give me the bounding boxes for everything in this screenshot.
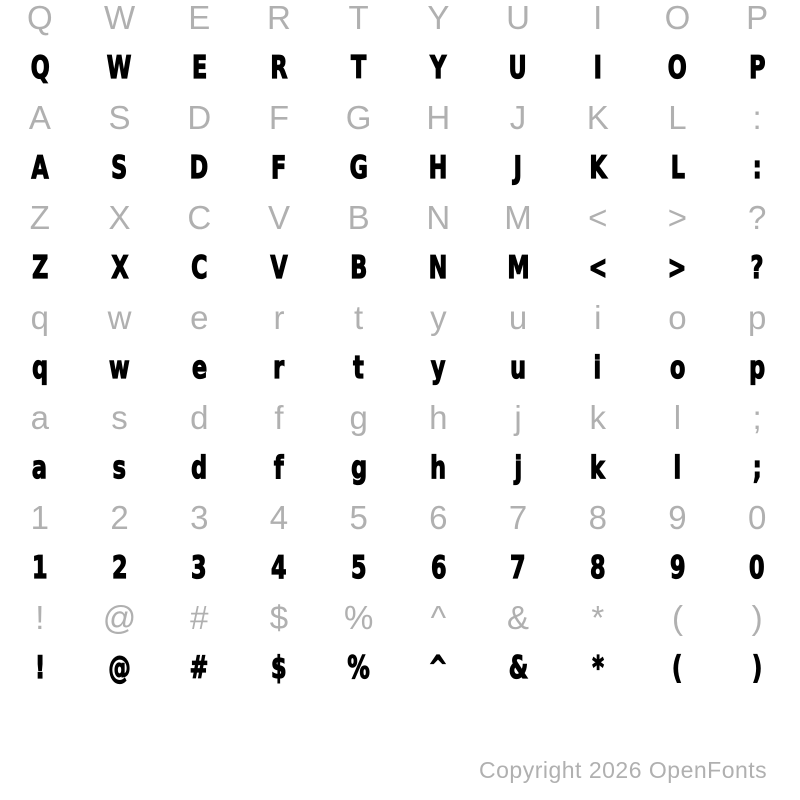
glyph-cell: [239, 93, 319, 143]
specimen-glyph: N: [428, 250, 448, 286]
glyph-cell: [319, 0, 399, 43]
glyph-cell: [478, 443, 558, 493]
reference-glyph: 9: [668, 499, 687, 536]
glyph-cell: [558, 43, 638, 93]
glyph-cell: [638, 493, 718, 543]
glyph-cell: [638, 243, 718, 293]
specimen-glyph: F: [271, 150, 287, 186]
specimen-glyph: r: [273, 350, 285, 386]
glyph-cell: [0, 93, 80, 143]
glyph-cell: [0, 143, 80, 193]
glyph-cell: [398, 343, 478, 393]
specimen-glyph: C: [191, 250, 208, 286]
glyph-cell: [558, 243, 638, 293]
glyph-cell: [159, 193, 239, 243]
reference-glyph: V: [267, 199, 290, 236]
glyph-cell: [239, 193, 319, 243]
reference-glyph: >: [667, 199, 688, 236]
specimen-glyph: Y: [430, 50, 447, 86]
reference-glyph: C: [187, 199, 212, 236]
specimen-glyph: a: [32, 450, 48, 486]
glyph-cell: [80, 193, 160, 243]
specimen-glyph: L: [670, 150, 685, 186]
reference-glyph: 1: [30, 499, 50, 536]
reference-row: [0, 0, 797, 43]
reference-glyph: W: [103, 0, 136, 36]
reference-glyph: 0: [747, 499, 767, 536]
specimen-glyph: 1: [32, 550, 48, 586]
glyph-cell: [558, 193, 638, 243]
specimen-glyph: y: [431, 350, 446, 386]
glyph-cell: [717, 243, 797, 293]
specimen-glyph: &: [508, 650, 528, 686]
glyph-cell: [398, 243, 478, 293]
specimen-glyph: e: [191, 350, 207, 386]
glyph-cell: [478, 343, 558, 393]
reference-glyph: w: [107, 299, 132, 336]
reference-glyph: d: [190, 399, 209, 436]
glyph-cell: [717, 143, 797, 193]
specimen-glyph: V: [270, 250, 288, 286]
glyph-cell: [478, 543, 558, 593]
glyph-cell: [239, 293, 319, 343]
glyph-cell: [398, 493, 478, 543]
reference-glyph: 5: [349, 499, 368, 536]
glyph-cell: [80, 543, 160, 593]
glyph-cell: [638, 343, 718, 393]
specimen-glyph: R: [270, 50, 288, 86]
reference-glyph: ?: [747, 199, 767, 236]
glyph-cell: [80, 493, 160, 543]
specimen-glyph: O: [667, 50, 687, 86]
specimen-glyph: p: [749, 350, 766, 386]
glyph-cell: [717, 393, 797, 443]
reference-glyph: Y: [427, 0, 450, 36]
reference-glyph: i: [594, 299, 602, 336]
glyph-cell: [80, 443, 160, 493]
glyph-cell: [398, 143, 478, 193]
glyph-cell: [398, 543, 478, 593]
glyph-cell: [558, 0, 638, 43]
reference-glyph: :: [752, 99, 762, 136]
reference-glyph: ;: [752, 399, 762, 436]
glyph-cell: [478, 393, 558, 443]
specimen-glyph: t: [353, 350, 364, 386]
glyph-cell: [0, 643, 80, 693]
glyph-cell: [319, 643, 399, 693]
glyph-cell: [638, 143, 718, 193]
reference-glyph: t: [354, 299, 364, 336]
specimen-glyph: T: [351, 50, 367, 86]
specimen-glyph: o: [669, 350, 686, 386]
glyph-cell: [159, 143, 239, 193]
glyph-cell: [717, 193, 797, 243]
specimen-glyph: <: [588, 250, 608, 286]
glyph-cell: [239, 0, 319, 43]
glyph-cell: [558, 493, 638, 543]
specimen-glyph: j: [514, 450, 522, 486]
glyph-cell: [239, 643, 319, 693]
glyph-cell: [80, 143, 160, 193]
reference-glyph: D: [187, 99, 212, 136]
glyph-cell: [478, 293, 558, 343]
specimen-glyph: g: [350, 450, 367, 486]
glyph-cell: [80, 343, 160, 393]
glyph-cell: [638, 43, 718, 93]
specimen-row: [0, 343, 797, 393]
glyph-cell: [319, 43, 399, 93]
glyph-cell: [0, 193, 80, 243]
glyph-cell: [478, 593, 558, 643]
reference-glyph: 7: [508, 499, 528, 536]
glyph-cell: [159, 593, 239, 643]
reference-row: [0, 493, 797, 543]
specimen-row: [0, 443, 797, 493]
reference-glyph: A: [28, 99, 51, 136]
reference-glyph: <: [588, 199, 608, 236]
reference-glyph: &: [507, 599, 530, 636]
glyph-cell: [0, 493, 80, 543]
reference-glyph: I: [593, 0, 603, 36]
glyph-cell: [319, 543, 399, 593]
reference-glyph: Q: [27, 0, 53, 36]
specimen-glyph: (: [672, 650, 683, 686]
glyph-cell: [638, 193, 718, 243]
glyph-cell: [717, 93, 797, 143]
glyph-cell: [717, 43, 797, 93]
reference-glyph: G: [345, 99, 372, 136]
reference-glyph: L: [668, 99, 687, 136]
glyph-cell: [558, 293, 638, 343]
glyph-cell: [558, 393, 638, 443]
glyph-cell: [717, 493, 797, 543]
glyph-cell: [0, 393, 80, 443]
glyph-cell: [398, 293, 478, 343]
copyright-text: Copyright 2026 OpenFonts: [479, 757, 768, 783]
glyph-cell: [558, 443, 638, 493]
glyph-cell: [319, 443, 399, 493]
reference-glyph: R: [267, 0, 291, 36]
glyph-cell: [80, 593, 160, 643]
glyph-cell: [717, 293, 797, 343]
glyph-cell: [638, 543, 718, 593]
glyph-cell: [80, 293, 160, 343]
glyph-cell: [558, 343, 638, 393]
reference-glyph: l: [673, 399, 682, 436]
reference-glyph: N: [426, 199, 451, 236]
glyph-cell: [558, 543, 638, 593]
specimen-glyph: @: [108, 650, 131, 686]
specimen-glyph: H: [428, 150, 448, 186]
glyph-cell: [478, 143, 558, 193]
reference-glyph: Z: [29, 199, 50, 236]
glyph-cell: [717, 443, 797, 493]
glyph-cell: [239, 143, 319, 193]
specimen-glyph: 5: [350, 550, 367, 586]
reference-glyph: %: [343, 599, 374, 636]
specimen-glyph: P: [748, 50, 766, 86]
glyph-cell: [398, 393, 478, 443]
reference-glyph: M: [504, 199, 532, 236]
glyph-cell: [159, 0, 239, 43]
glyph-cell: [0, 0, 80, 43]
specimen-glyph: i: [593, 350, 602, 386]
glyph-cell: [0, 43, 80, 93]
reference-glyph: F: [268, 99, 290, 136]
reference-glyph: f: [274, 399, 284, 436]
reference-glyph: j: [514, 399, 522, 436]
specimen-row: [0, 543, 797, 593]
specimen-glyph: k: [590, 450, 606, 486]
reference-glyph: 4: [269, 499, 289, 536]
glyph-cell: [717, 643, 797, 693]
glyph-cell: [717, 543, 797, 593]
specimen-glyph: Q: [30, 50, 50, 86]
reference-glyph: a: [30, 399, 50, 436]
glyph-cell: [398, 443, 478, 493]
specimen-glyph: D: [189, 150, 209, 186]
glyph-cell: [239, 243, 319, 293]
specimen-glyph: 7: [510, 550, 526, 586]
specimen-glyph: d: [191, 450, 208, 486]
glyph-cell: [319, 93, 399, 143]
specimen-glyph: E: [191, 50, 207, 86]
reference-glyph: g: [349, 399, 368, 436]
reference-row: [0, 93, 797, 143]
glyph-cell: [717, 343, 797, 393]
reference-glyph: y: [430, 299, 447, 336]
glyph-cell: [159, 443, 239, 493]
specimen-glyph: A: [31, 150, 49, 186]
reference-glyph: o: [668, 299, 687, 336]
glyph-cell: [478, 243, 558, 293]
specimen-glyph: !: [34, 650, 45, 686]
reference-glyph: #: [190, 599, 209, 636]
glyph-cell: [80, 243, 160, 293]
glyph-cell: [239, 343, 319, 393]
glyph-cell: [239, 443, 319, 493]
glyph-cell: [319, 243, 399, 293]
glyph-cell: [478, 643, 558, 693]
glyph-cell: [398, 643, 478, 693]
specimen-glyph: 2: [111, 550, 128, 586]
specimen-glyph: f: [274, 450, 284, 486]
reference-glyph: ): [751, 599, 763, 636]
specimen-glyph: ?: [750, 250, 764, 286]
reference-glyph: H: [426, 99, 451, 136]
glyph-cell: [80, 643, 160, 693]
reference-glyph: q: [30, 299, 50, 336]
glyph-cell: [398, 193, 478, 243]
reference-glyph: s: [111, 399, 128, 436]
specimen-glyph: Z: [31, 250, 48, 286]
glyph-cell: [319, 393, 399, 443]
reference-glyph: k: [589, 399, 606, 436]
specimen-glyph: *: [591, 650, 604, 686]
specimen-glyph: I: [593, 50, 602, 86]
specimen-glyph: ;: [752, 450, 762, 486]
reference-glyph: p: [747, 299, 767, 336]
glyph-cell: [398, 43, 478, 93]
specimen-glyph: l: [673, 450, 682, 486]
glyph-cell: [159, 493, 239, 543]
glyph-cell: [159, 393, 239, 443]
specimen-glyph: K: [589, 150, 607, 186]
specimen-glyph: 8: [589, 550, 606, 586]
glyph-cell: [558, 593, 638, 643]
glyph-cell: [478, 493, 558, 543]
reference-glyph: S: [108, 99, 131, 136]
glyph-cell: [638, 643, 718, 693]
specimen-glyph: $: [271, 650, 287, 686]
reference-glyph: e: [190, 299, 209, 336]
specimen-glyph: ): [752, 650, 763, 686]
glyph-cell: [159, 343, 239, 393]
specimen-glyph: q: [31, 350, 48, 386]
glyph-cell: [159, 243, 239, 293]
reference-glyph: K: [586, 99, 609, 136]
reference-row: [0, 293, 797, 343]
glyph-cell: [638, 593, 718, 643]
glyph-cell: [159, 643, 239, 693]
reference-glyph: r: [273, 299, 285, 336]
glyph-cell: [478, 43, 558, 93]
reference-row: [0, 393, 797, 443]
specimen-glyph: :: [752, 150, 762, 186]
glyph-cell: [398, 93, 478, 143]
glyph-cell: [558, 643, 638, 693]
reference-row: [0, 593, 797, 643]
specimen-row: [0, 243, 797, 293]
glyph-cell: [638, 443, 718, 493]
reference-glyph: @: [102, 599, 137, 636]
reference-glyph: 2: [110, 499, 129, 536]
specimen-glyph: B: [350, 250, 368, 286]
glyph-cell: [638, 293, 718, 343]
glyph-cell: [558, 143, 638, 193]
specimen-glyph: w: [109, 350, 130, 386]
glyph-cell: [239, 543, 319, 593]
glyph-cell: [80, 0, 160, 43]
specimen-glyph: U: [508, 50, 528, 86]
reference-glyph: O: [664, 0, 691, 36]
glyph-cell: [0, 593, 80, 643]
specimen-glyph: 4: [271, 550, 287, 586]
specimen-glyph: W: [107, 50, 132, 86]
glyph-cell: [80, 93, 160, 143]
glyph-cell: [159, 543, 239, 593]
specimen-glyph: M: [506, 250, 530, 286]
glyph-cell: [398, 593, 478, 643]
specimen-glyph: >: [668, 250, 687, 286]
specimen-glyph: #: [189, 650, 209, 686]
reference-glyph: P: [746, 0, 769, 36]
glyph-cell: [478, 93, 558, 143]
reference-glyph: T: [348, 0, 369, 36]
glyph-cell: [80, 393, 160, 443]
specimen-row: [0, 143, 797, 193]
glyph-cell: [398, 0, 478, 43]
glyph-cell: [0, 243, 80, 293]
glyph-cell: [0, 443, 80, 493]
glyph-cell: [0, 343, 80, 393]
glyph-cell: [638, 393, 718, 443]
reference-glyph: 3: [190, 499, 209, 536]
reference-row: [0, 193, 797, 243]
reference-glyph: J: [509, 99, 527, 136]
glyph-cell: [239, 43, 319, 93]
glyph-cell: [717, 593, 797, 643]
specimen-glyph: G: [349, 150, 368, 186]
reference-glyph: U: [506, 0, 530, 36]
glyph-cell: [80, 43, 160, 93]
specimen-glyph: s: [112, 450, 127, 486]
specimen-glyph: X: [110, 250, 129, 286]
reference-glyph: E: [188, 0, 211, 36]
glyph-cell: [478, 193, 558, 243]
glyph-cell: [159, 93, 239, 143]
reference-glyph: u: [508, 299, 528, 336]
glyph-cell: [319, 293, 399, 343]
specimen-glyph: 6: [430, 550, 447, 586]
glyph-cell: [159, 43, 239, 93]
specimen-glyph: h: [430, 450, 447, 486]
glyph-cell: [319, 493, 399, 543]
reference-glyph: *: [591, 599, 605, 636]
reference-glyph: X: [108, 199, 131, 236]
glyph-cell: [638, 93, 718, 143]
glyph-cell: [239, 393, 319, 443]
glyph-cell: [239, 593, 319, 643]
reference-glyph: (: [671, 599, 683, 636]
reference-glyph: !: [35, 599, 45, 636]
reference-glyph: 8: [588, 499, 607, 536]
glyph-cell: [319, 343, 399, 393]
specimen-glyph: S: [111, 150, 128, 186]
specimen-glyph: %: [347, 650, 370, 686]
specimen-row: [0, 43, 797, 93]
glyph-cell: [319, 193, 399, 243]
reference-glyph: B: [347, 199, 370, 236]
specimen-glyph: ^: [428, 650, 448, 686]
glyph-cell: [239, 493, 319, 543]
glyph-cell: [0, 543, 80, 593]
specimen-glyph: J: [513, 150, 523, 186]
reference-glyph: 6: [429, 499, 448, 536]
glyph-cell: [0, 293, 80, 343]
reference-glyph: $: [269, 599, 289, 636]
glyph-cell: [717, 0, 797, 43]
glyph-cell: [478, 0, 558, 43]
specimen-row: [0, 643, 797, 693]
specimen-glyph: u: [510, 350, 526, 386]
specimen-glyph: 9: [669, 550, 686, 586]
glyph-cell: [319, 593, 399, 643]
glyph-cell: [159, 293, 239, 343]
reference-glyph: h: [429, 399, 448, 436]
specimen-glyph: 3: [191, 550, 208, 586]
reference-glyph: ^: [430, 599, 447, 636]
specimen-glyph: 0: [749, 550, 765, 586]
glyph-cell: [558, 93, 638, 143]
glyph-cell: [638, 0, 718, 43]
glyph-cell: [319, 143, 399, 193]
